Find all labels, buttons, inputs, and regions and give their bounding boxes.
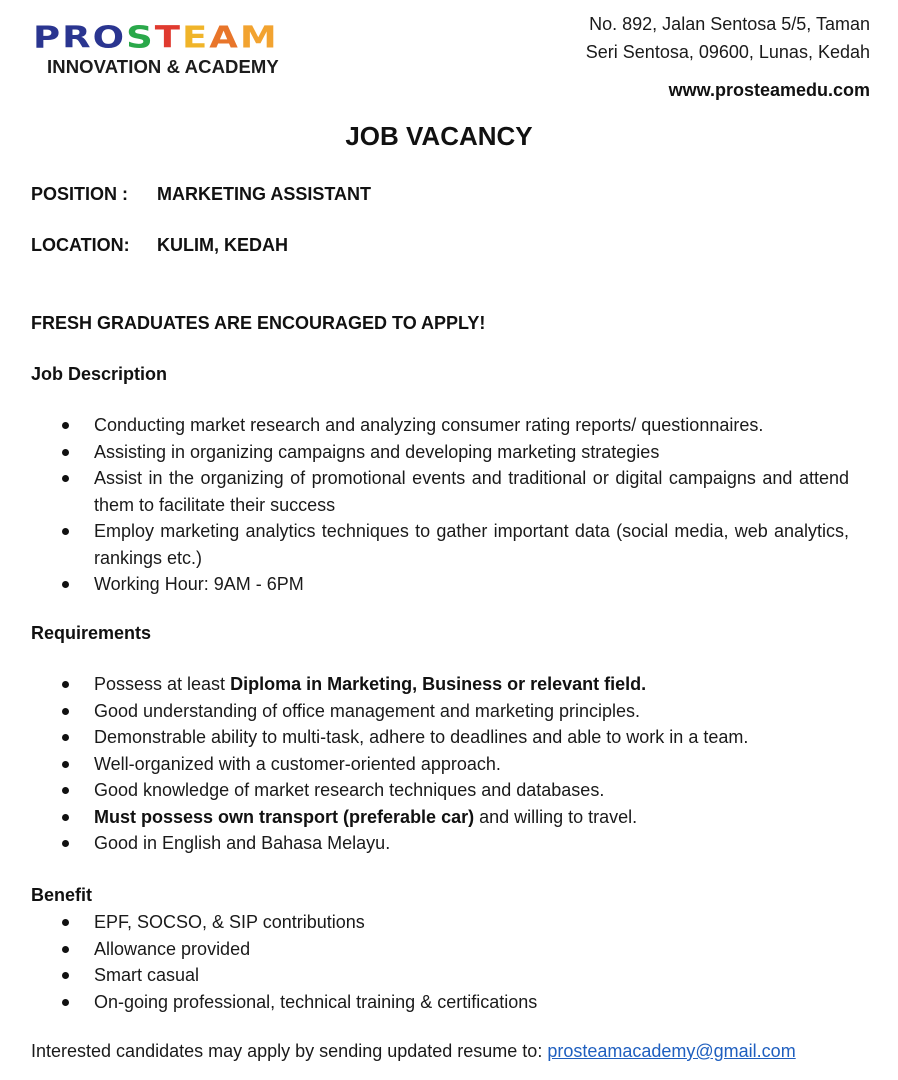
list-item: Allowance provided [62,936,849,963]
list-item [62,804,849,831]
fresh-graduates-notice: FRESH GRADUATES ARE ENCOURAGED TO APPLY! [31,313,486,333]
email-link[interactable]: prosteamacademy@gmail.com [547,1041,796,1061]
list-item: Well-organized with a customer-oriented approach. [62,751,849,778]
logo-subtitle: INNOVATION & ACADEMY [47,56,279,77]
logo-letter: M [239,19,279,55]
page-title: JOB VACANCY [345,121,533,151]
website-url[interactable]: www.prosteamedu.com [668,80,870,100]
list-item: Good in English and Bahasa Melayu. [62,830,849,857]
list-item: Employ marketing analytics techniques to gather important data (social media, web analytics, rankings etc.) [62,518,849,571]
logo-letter: P [33,19,63,55]
list-item: Working Hour: 9AM - 6PM [62,571,849,598]
list-item: Good understanding of office management and marketing principles. [62,698,849,725]
position-label: POSITION : [31,184,129,204]
logo-letter: R [62,19,93,55]
benefit-list [62,909,849,1015]
logo-wordmark [33,19,318,55]
job-description-list [62,412,849,598]
requirements-list [62,671,849,857]
list-item: On-going professional, technical training & certifications [62,989,849,1016]
apply-text: Interested candidates may apply by sending updated resume to: [31,1041,548,1061]
company-address [586,10,870,66]
address-line-1: No. 892, Jalan Sentosa 5/5, Taman [589,14,870,34]
logo-letter: E [182,19,210,55]
requirements-heading: Requirements [31,623,152,643]
logo-letter: T [154,19,182,55]
position-value: MARKETING ASSISTANT [157,184,371,204]
requirement-text: Possess at least [94,674,231,694]
logo-letter: A [209,19,240,55]
requirement-emphasis: Diploma in Marketing, Business or relevant field. [230,674,647,694]
address-line-2: Seri Sentosa, 09600, Lunas, Kedah [585,42,870,62]
list-item: Demonstrable ability to multi-task, adhere to deadlines and able to work in a team. [62,724,849,751]
list-item: Conducting market research and analyzing consumer rating reports/ questionnaires. [62,412,849,439]
company-logo [33,19,318,78]
logo-letter: S [126,19,155,55]
list-item: EPF, SOCSO, & SIP contributions [62,909,849,936]
logo-letter: O [92,19,127,55]
benefit-heading: Benefit [31,885,93,905]
job-description-heading: Job Description [31,364,168,384]
list-item [62,671,849,698]
location-label: LOCATION: [31,235,130,255]
requirement-text: and willing to travel. [474,806,638,827]
list-item: Good knowledge of market research techniques and databases. [62,777,849,804]
list-item: Assist in the organizing of promotional events and traditional or digital campaigns and attend them to facilitate their success [62,465,849,518]
location-value: KULIM, KEDAH [157,235,288,255]
list-item: Smart casual [62,962,849,989]
apply-instructions [31,1041,796,1062]
list-item: Assisting in organizing campaigns and developing marketing strategies [62,439,849,466]
requirement-emphasis: Must possess own transport (preferable car) [94,806,475,827]
